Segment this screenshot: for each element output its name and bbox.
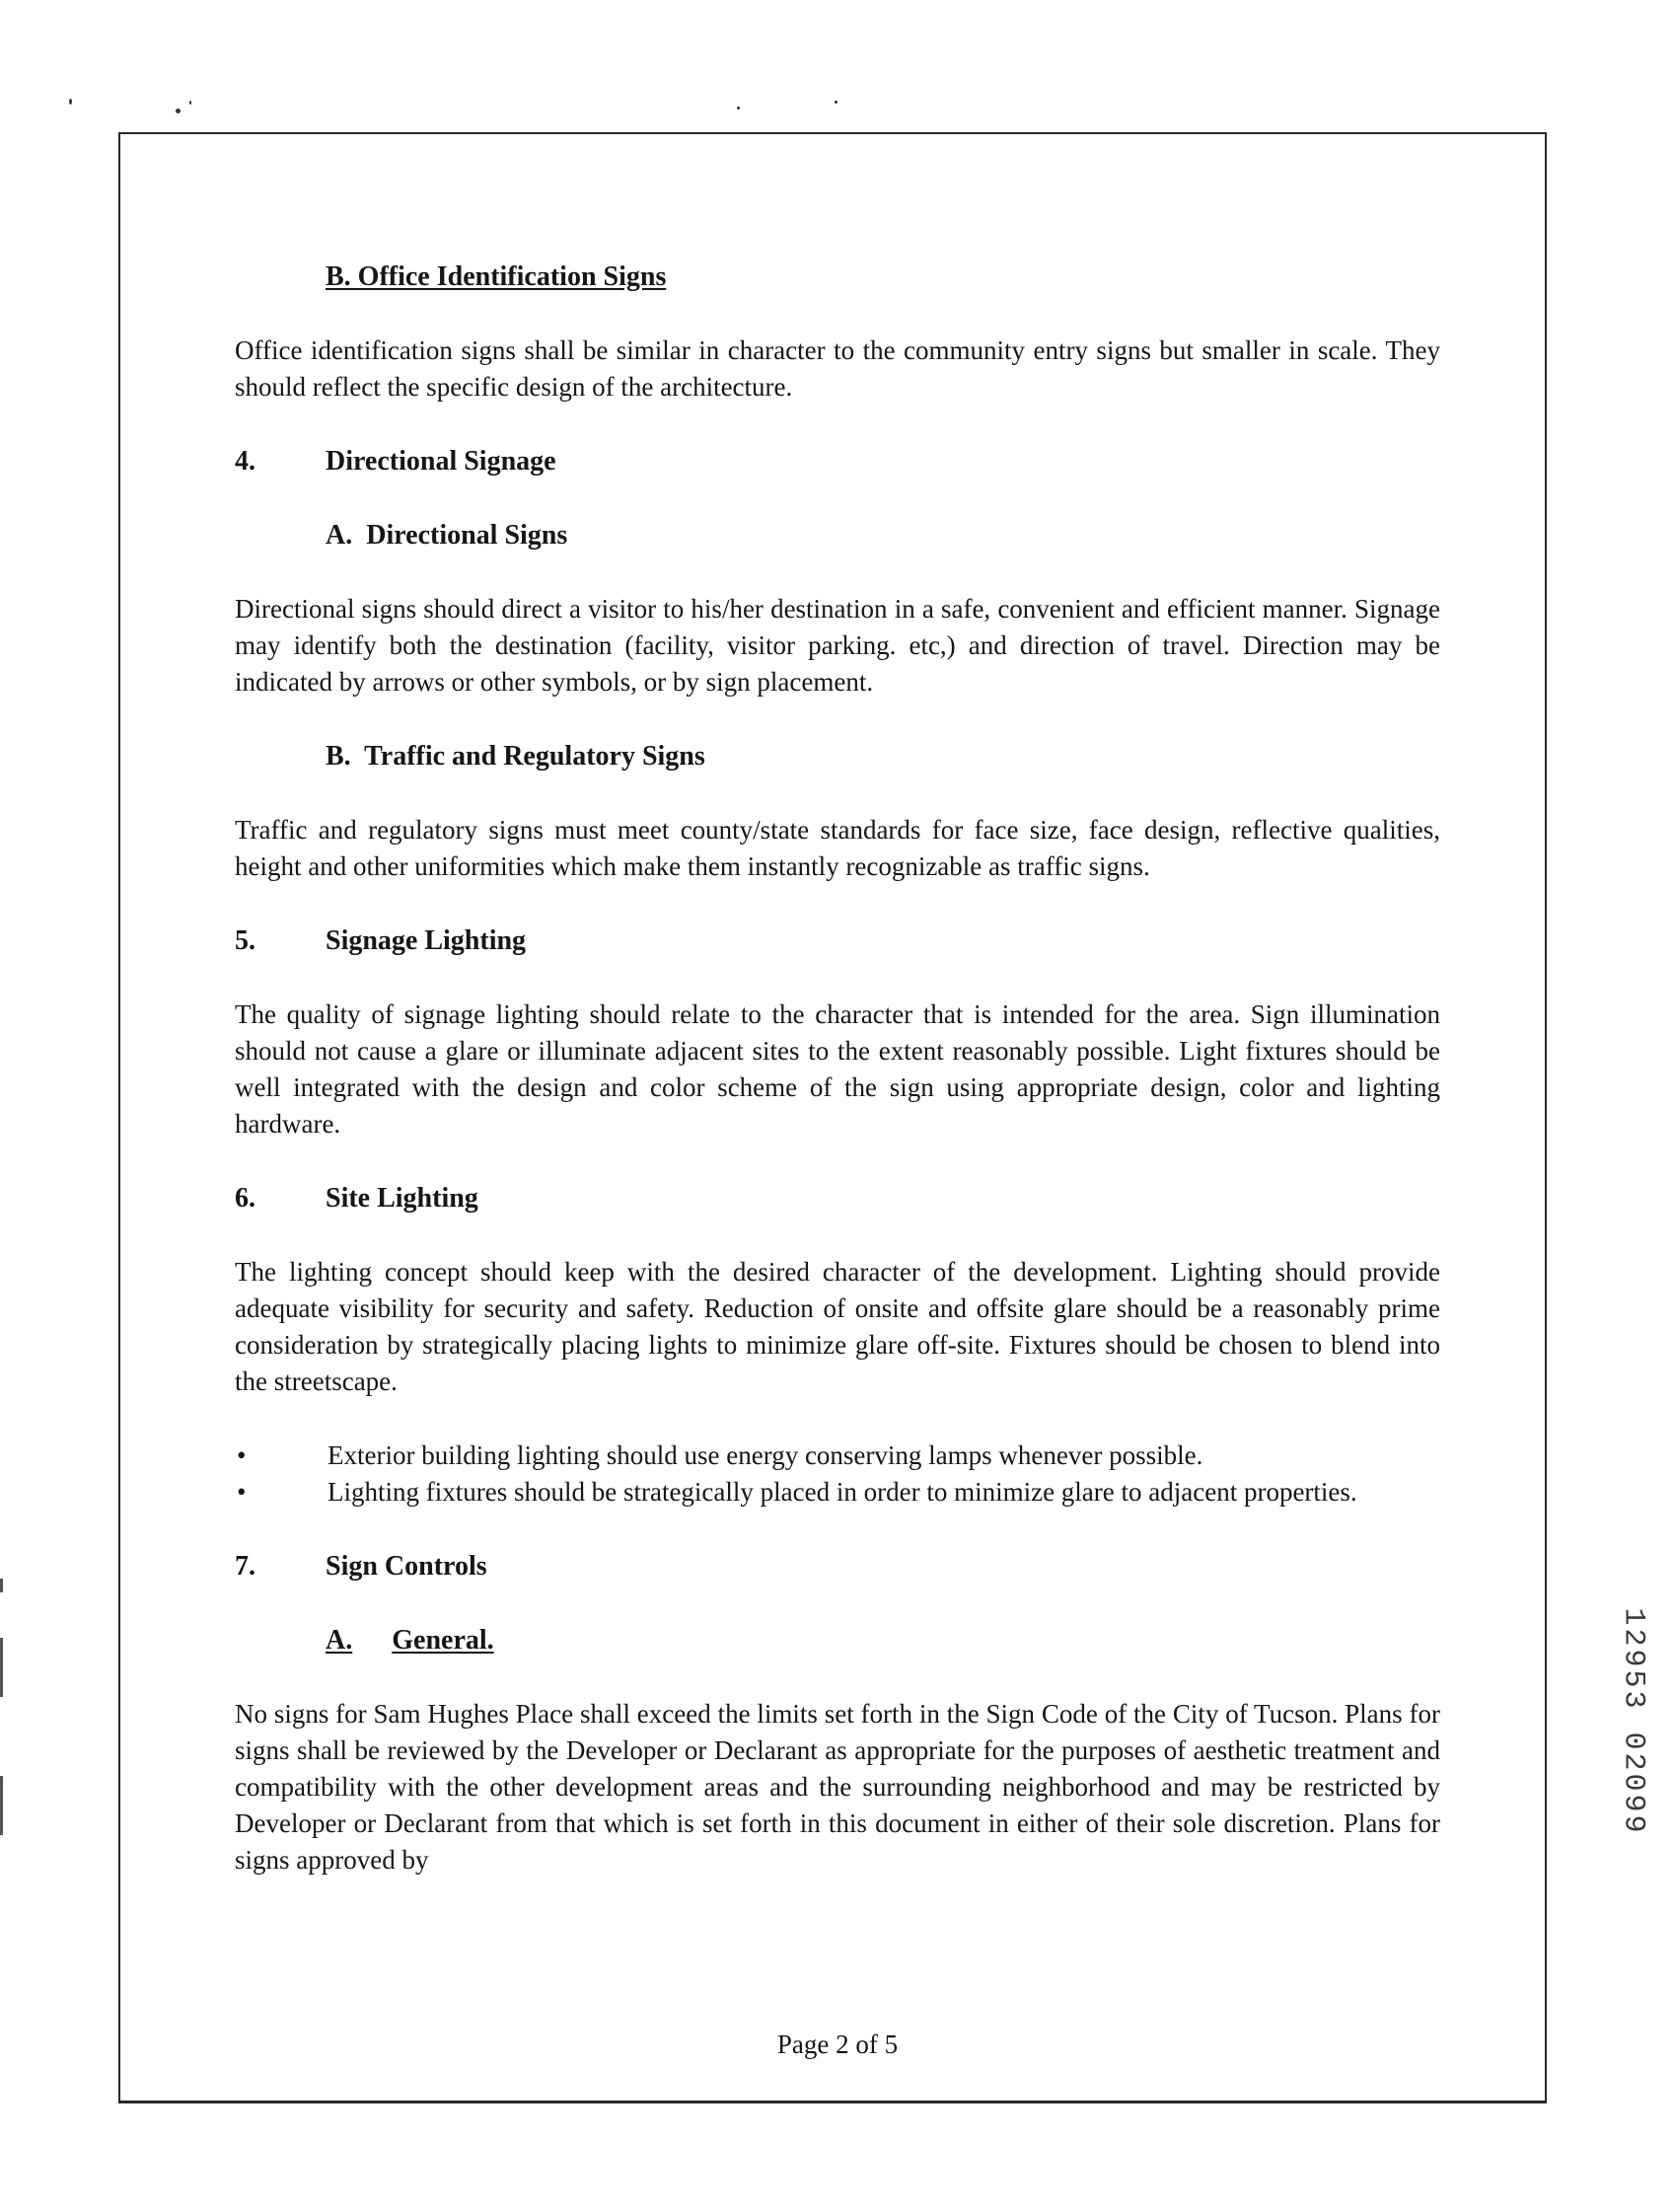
scan-speck (176, 109, 181, 113)
directional-signs-heading: A. Directional Signs (326, 520, 568, 551)
traffic-signs-heading: B. Traffic and Regulatory Signs (326, 741, 705, 772)
section-4-heading (235, 443, 1440, 479)
scan-speck (69, 99, 72, 105)
general-paragraph: No signs for Sam Hughes Place shall exceed the limits set forth in the Sign Code of the City of Tucson. Plans for signs shall be reviewed by the Developer or Declarant as appropriate for the purposes of aesthetic treatment and compatibility with the other development areas and the surrounding neighborhood and may be restricted by Developer or Declarant from that which is set forth in this document in either of their sole discretion. Plans for signs approved by (235, 1699, 1440, 1875)
section-number: 7. (235, 1551, 255, 1582)
bullet-icon: • (237, 1477, 247, 1507)
section-title: Sign Controls (326, 1551, 487, 1582)
section-title: Directional Signage (326, 446, 556, 477)
scan-margin-mark (0, 1579, 3, 1592)
site-lighting-bullets (235, 1438, 1440, 1511)
section-title: Site Lighting (326, 1183, 478, 1214)
section-number: 5. (235, 925, 255, 956)
scan-speck (189, 101, 191, 105)
general-heading: A. General. (326, 1625, 494, 1656)
bullet-icon: • (237, 1440, 247, 1470)
section-7-heading (235, 1548, 1440, 1585)
scan-speck (835, 101, 838, 104)
section-title: Signage Lighting (326, 925, 527, 956)
document-body (235, 258, 1440, 1879)
office-id-signs-heading: B. Office Identification Signs (326, 261, 667, 292)
scan-margin-mark (0, 1638, 3, 1697)
directional-signs-paragraph: Directional signs should direct a visitor to his/her destination in a safe, convenient and efficient manner. Signage may identify both the destination (facility, visitor parking. etc,) and direction of travel. Direction may be indicated by arrows or other symbols, or by sign placement. (235, 594, 1440, 697)
section-number: 4. (235, 446, 255, 477)
section-6-heading (235, 1180, 1440, 1217)
scan-speck (737, 107, 740, 110)
list-item: • Exterior building lighting should use energy conserving lamps whenever possible. (235, 1438, 1440, 1474)
scan-margin-mark (0, 1776, 3, 1835)
traffic-signs-paragraph: Traffic and regulatory signs must meet county/state standards for face size, face design, reflective qualities, height and other uniformities which make them instantly recognizable as traffic signs. (235, 815, 1440, 881)
page-number: Page 2 of 5 (776, 2029, 899, 2059)
document-stamp: 12953 02099 (1617, 1607, 1651, 1836)
signage-lighting-paragraph: The quality of signage lighting should relate to the character that is intended for the area. Sign illumination should not cause a glare or illuminate adjacent sites to the extent reasonably possible. Light fixtures should be well integrated with the design and color scheme of the sign using appropriate design, color and lighting hardware. (235, 999, 1440, 1139)
site-lighting-paragraph: The lighting concept should keep with the desired character of the development. Lighting should provide adequate visibility for security and safety. Reduction of onsite and offsite glare should be a reasonably prime consideration by strategically placing lights to minimize glare off-site. Fixtures should be chosen to blend into the streetscape. (235, 1257, 1440, 1396)
list-item: • Lighting fixtures should be strategically placed in order to minimize glare to adjacent properties. (235, 1474, 1440, 1511)
section-number: 6. (235, 1183, 255, 1214)
office-id-signs-paragraph: Office identification signs shall be similar in character to the community entry signs but smaller in scale. They should reflect the specific design of the architecture. (235, 335, 1440, 402)
section-5-heading (235, 922, 1440, 959)
